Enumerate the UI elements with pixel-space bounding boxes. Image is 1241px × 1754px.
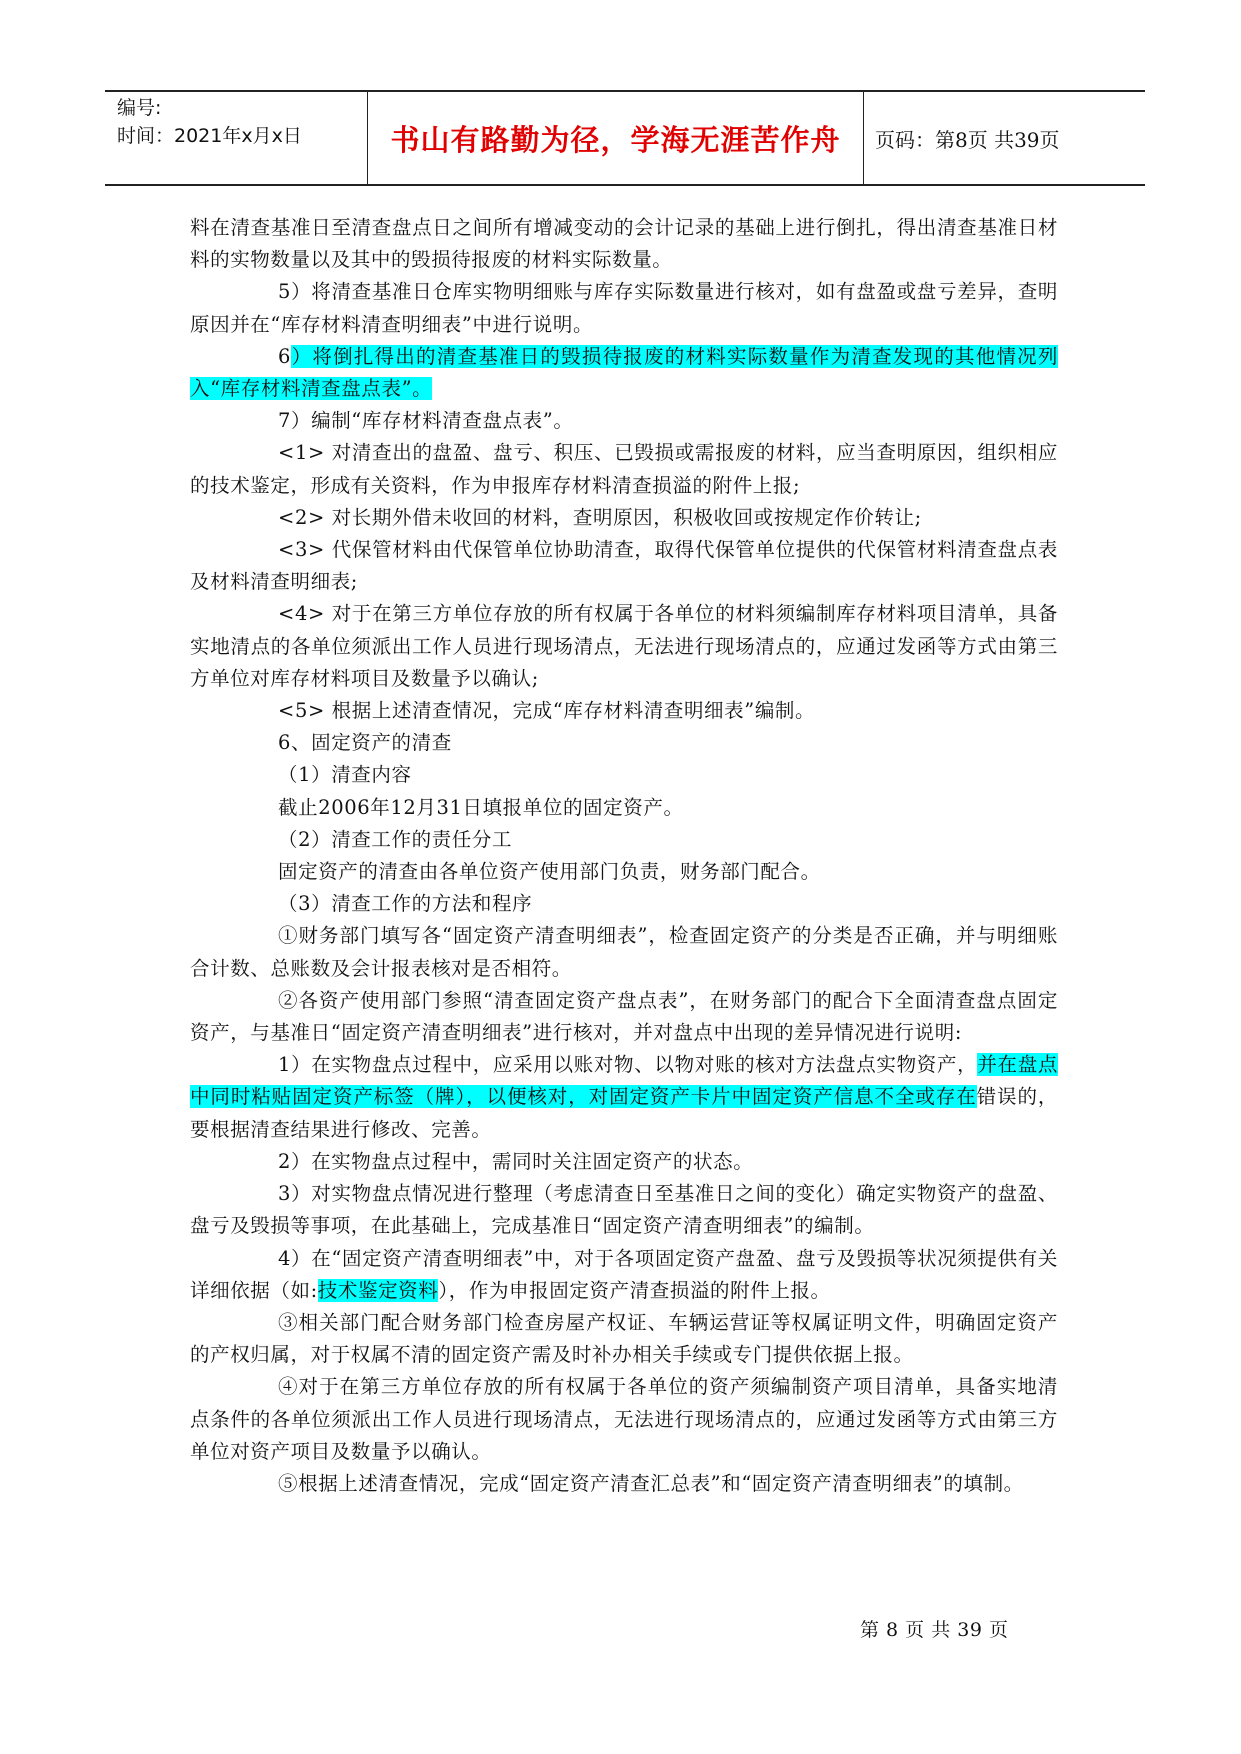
plain-text: 1）在实物盘点过程中，应采用以账对物、以物对账的核对方法盘点实物资产， xyxy=(278,1053,978,1077)
plain-text: ），作为申报固定资产清查损溢的附件上报。 xyxy=(438,1278,831,1302)
paragraph-number: 6 xyxy=(278,344,292,368)
paragraph: <2> 对长期外借未收回的材料，查明原因，积极收回或按规定作价转让; xyxy=(278,505,922,529)
doc-number-label: 编号: xyxy=(117,97,162,119)
doc-time-label: 时间：2021年x月x日 xyxy=(117,125,302,147)
paragraph: <4> 对于在第三方单位存放的所有权属于各单位的材料须编制库存材料项目清单，具备实地清点的各单位须派出工作人员进行现场清点，无法进行现场清点的，应通过发函等方式由第三方单位对库存材料项目及数量予以确认; xyxy=(190,602,1058,690)
paragraph: ④对于在第三方单位存放的所有权属于各单位的资产须编制资产项目清单，具备实地清点条件的各单位须派出工作人员进行现场清点，无法进行现场清点的，应通过发函等方式由第三方单位对资产项目及数量予以确认。 xyxy=(190,1375,1058,1463)
paragraph: 5）将清查基准日仓库实物明细账与库存实际数量进行核对，如有盘盈或盘亏差异，查明原因并在“库存材料清查明细表”中进行说明。 xyxy=(190,280,1058,336)
paragraph-highlighted xyxy=(190,1243,1058,1307)
header-motto-cell xyxy=(368,92,864,184)
document-body xyxy=(190,212,1058,1500)
subsection-heading: （3）清查工作的方法和程序 xyxy=(278,892,533,916)
page-header xyxy=(105,90,1145,186)
paragraph: 截止2006年12月31日填报单位的固定资产。 xyxy=(278,795,684,819)
paragraph: 固定资产的清查由各单位资产使用部门负责，财务部门配合。 xyxy=(278,860,821,884)
section-heading: 6、固定资产的清查 xyxy=(278,731,452,755)
highlighted-text: 技术鉴定资料 xyxy=(317,1278,439,1302)
paragraph-highlighted xyxy=(190,341,1058,405)
highlighted-text: ）将倒扎得出的清查基准日的毁损待报废的材料实际数量作为清查发现的其他情况列入“库存材料清查盘点表”。 xyxy=(190,344,1058,401)
paragraph: ③相关部门配合财务部门检查房屋产权证、车辆运营证等权属证明文件，明确固定资产的产权归属，对于权属不清的固定资产需及时补办相关手续或专门提供依据上报。 xyxy=(190,1310,1058,1367)
paragraph-highlighted xyxy=(190,1049,1058,1146)
header-meta xyxy=(105,92,368,184)
subsection-heading: （2）清查工作的责任分工 xyxy=(278,827,513,851)
paragraph: <1> 对清查出的盘盈、盘亏、积压、已毁损或需报废的材料，应当查明原因，组织相应的技术鉴定，形成有关资料，作为申报库存材料清查损溢的附件上报; xyxy=(190,441,1058,497)
paragraph: ⑤根据上述清查情况，完成“固定资产清查汇总表”和“固定资产清查明细表”的填制。 xyxy=(278,1471,1024,1495)
paragraph: 2）在实物盘点过程中，需同时关注固定资产的状态。 xyxy=(278,1149,754,1173)
subsection-heading: （1）清查内容 xyxy=(278,763,412,787)
paragraph: 3）对实物盘点情况进行整理（考虑清查日至基准日之间的变化）确定实物资产的盘盈、盘亏及毁损等事项，在此基础上，完成基准日“固定资产清查明细表”的编制。 xyxy=(190,1182,1058,1238)
paragraph: 7）编制“库存材料清查盘点表”。 xyxy=(278,409,574,433)
paragraph: <3> 代保管材料由代保管单位协助清查，取得代保管单位提供的代保管材料清查盘点表及材料清查明细表; xyxy=(190,538,1058,594)
header-page-info: 页码：第8页 共39页 xyxy=(875,127,1060,152)
paragraph: ②各资产使用部门参照“清查固定资产盘点表”，在财务部门的配合下全面清查盘点固定资产，与基准日“固定资产清查明细表”进行核对，并对盘点中出现的差异情况进行说明: xyxy=(190,988,1058,1045)
paragraph: ①财务部门填写各“固定资产清查明细表”，检查固定资产的分类是否正确，并与明细账合计数、总账数及会计报表核对是否相符。 xyxy=(190,924,1058,980)
paragraph: 料在清查基准日至清查盘点日之间所有增减变动的会计记录的基础上进行倒扎，得出清查基准日材料的实物数量以及其中的毁损待报废的材料实际数量。 xyxy=(190,216,1058,272)
highlighted-text: 并在盘点中同时粘贴固定资产标签（牌），以便核对，对固定资产卡片中固定资产信息不全或存在 xyxy=(190,1053,1058,1109)
plain-text: 错误的，要根据清查结果进行修改、完善。 xyxy=(190,1085,1059,1141)
paragraph: <5> 根据上述清查情况，完成“库存材料清查明细表”编制。 xyxy=(278,699,816,723)
header-motto: 书山有路勤为径，学海无涯苦作舟 xyxy=(390,122,841,157)
page-footer: 第 8 页 共 39 页 xyxy=(860,1619,1009,1641)
plain-text: 4）在“固定资产清查明细表”中，对于各项固定资产盘盈、盘亏及毁损等状况须提供有关详细依据（如: xyxy=(190,1246,1058,1302)
